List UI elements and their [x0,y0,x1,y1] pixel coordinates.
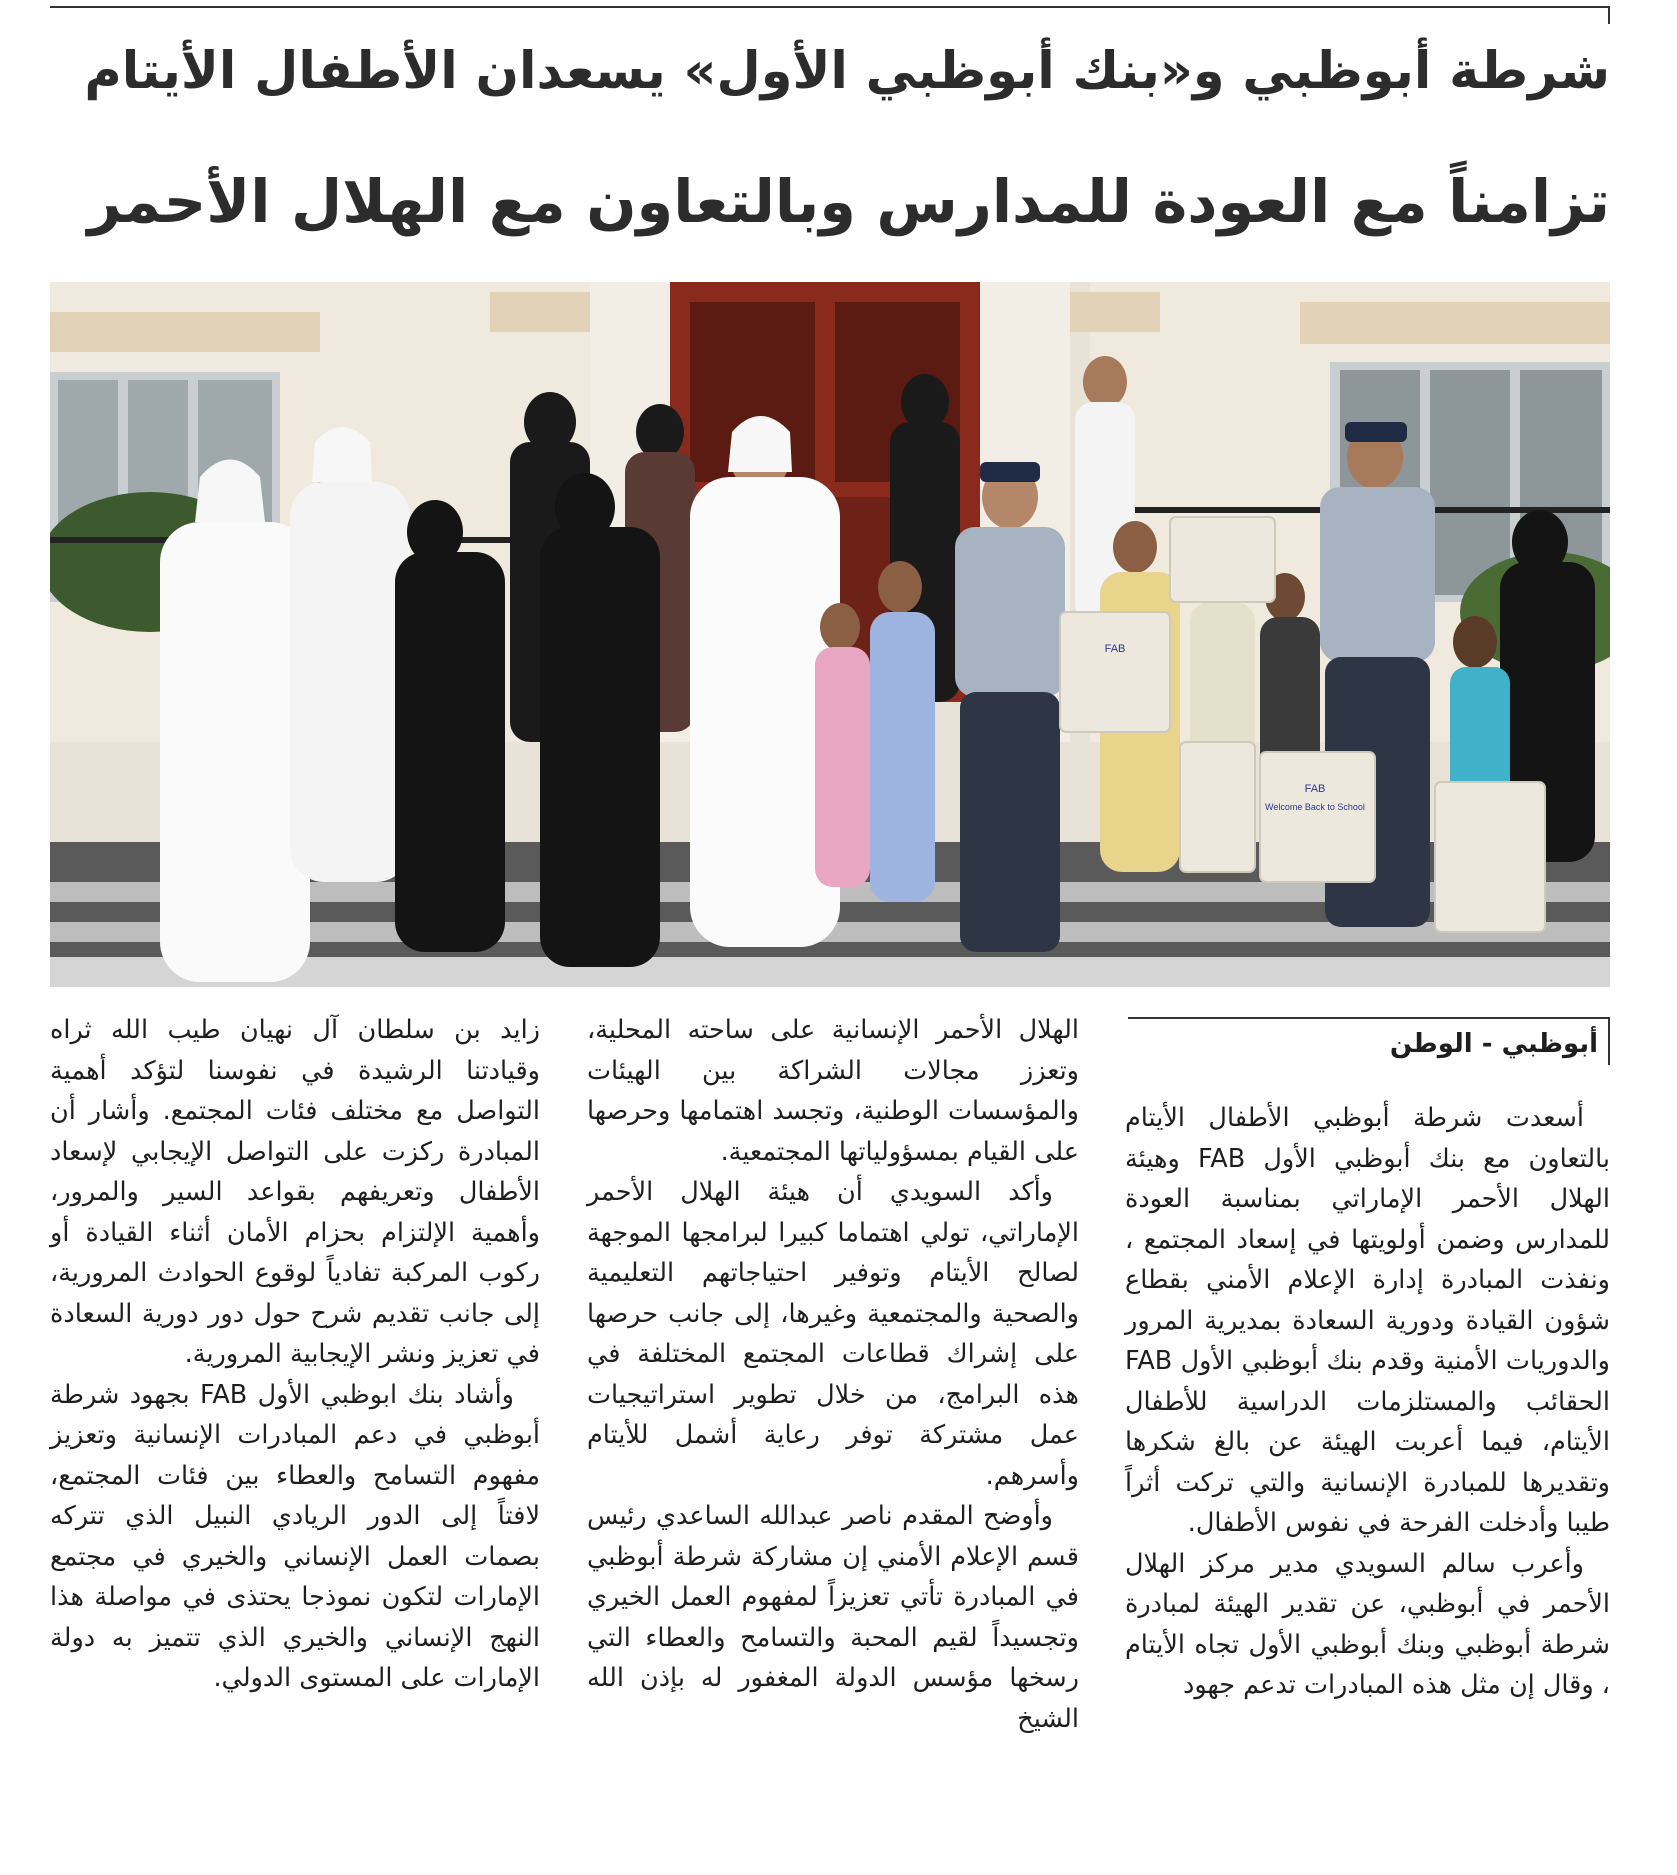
top-rule [50,6,1610,8]
bag-brand-text: FAB [1104,643,1126,655]
paragraph: أسعدت شرطة أبوظبي الأطفال الأيتام بالتعاون مع بنك أبوظبي الأول FAB وهيئة الهلال الأحمر الإماراتي بمناسبة العودة للمدارس وضمن أولويتها في إسعاد المجتمع ، ونفذت المبادرة إدارة الإعلام الأمني بقطاع شؤون القيادة ودورية السعادة بمديرية المرور والدوريات الأمنية وقدم بنك أبوظبي الأول FAB الحقائب والمستلزمات الدراسية للأطفال الأيتام، فيما أعربت الهيئة عن بالغ شكرها وتقديرها للمبادرة الإنسانية والتي تركت أثراً طيبا وأدخلت الفرحة في نفوس الأطفال. [1125,1103,1610,1538]
paragraph: وأكد السويدي أن هيئة الهلال الأحمر الإماراتي، تولي اهتماما كبيرا لبرامجها الموجهة لصالح الأيتام وتوفير احتياجاتهم التعليمية والصحية والمجتمعية وغيرها، إلى جانب حرصها على إشراك قطاعات المجتمع المختلفة في هذه البرامج، من خلال تطوير استراتيجيات عمل مشتركة توفر رعاية أشمل للأيتام وأسرهم. [587,1177,1079,1491]
article-column-right [1125,1098,1610,1706]
article-column-left [50,1010,540,1699]
article-column-middle [587,1010,1079,1739]
group-photo-illustration [50,282,1610,987]
paragraph: الهلال الأحمر الإنسانية على ساحته المحلية، وتعزز مجالات الشراكة بين الهيئات والمؤسسات الوطنية، وتجسد اهتمامها وحرصها على القيام بمسؤولياتها المجتمعية. [587,1015,1079,1167]
byline-rule [1128,1017,1610,1019]
top-rule-tick [1608,6,1610,24]
byline-tick [1608,1017,1610,1065]
byline: أبوظبي - الوطن [1389,1029,1598,1059]
headline-line-1: شرطة أبوظبي و«بنك أبوظبي الأول» يسعدان الأطفال الأيتام [84,42,1610,101]
paragraph: وأعرب سالم السويدي مدير مركز الهلال الأحمر في أبوظبي، عن تقدير الهيئة لمبادرة شرطة أبوظبي وبنك أبوظبي الأول تجاه الأيتام ، وقال إن مثل هذه المبادرات تدعم جهود [1125,1548,1610,1700]
paragraph: وأوضح المقدم ناصر عبدالله الساعدي رئيس قسم الإعلام الأمني إن مشاركة شرطة أبوظبي في المبادرة تأتي تعزيزاً لمفهوم العمل الخيري وتجسيداً لقيم المحبة والتسامح والعطاء التي رسخها مؤسس الدولة المغفور له بإذن الله الشيخ [587,1501,1079,1734]
paragraph: زايد بن سلطان آل نهيان طيب الله ثراه وقيادتنا الرشيدة في نفوسنا لتؤكد أهمية التواصل مع مختلف فئات المجتمع. وأشار أن المبادرة ركزت على التواصل الإيجابي لإسعاد الأطفال وتعريفهم بقواعد السير والمرور، وأهمية الإلتزام بحزام الأمان أثناء القيادة أو ركوب المركبة تفادياً لوقوع الحوادث المرورية، إلى جانب تقديم شرح حول دور دورية السعادة في تعزيز ونشر الإيجابية المرورية. [50,1015,540,1369]
bag-brand-text: FAB [1304,783,1326,795]
paragraph: وأشاد بنك ابوظبي الأول FAB بجهود شرطة أبوظبي في دعم المبادرات الإنسانية وتعزيز مفهوم التسامح والعطاء بين فئات المجتمع، لافتاً إلى الدور الريادي النبيل الذي تتركه بصمات العمل الإنساني والخيري في مجتمع الإمارات لتكون نموذجا يحتذى في مواصلة هذا النهج الإنساني والخيري الذي تتميز به دولة الإمارات على المستوى الدولي. [50,1379,540,1693]
article-photo [50,282,1610,987]
headline-line-2: تزامناً مع العودة للمدارس وبالتعاون مع الهلال الأحمر [87,167,1610,236]
bag-label-text: Welcome Back to School [1265,802,1365,812]
